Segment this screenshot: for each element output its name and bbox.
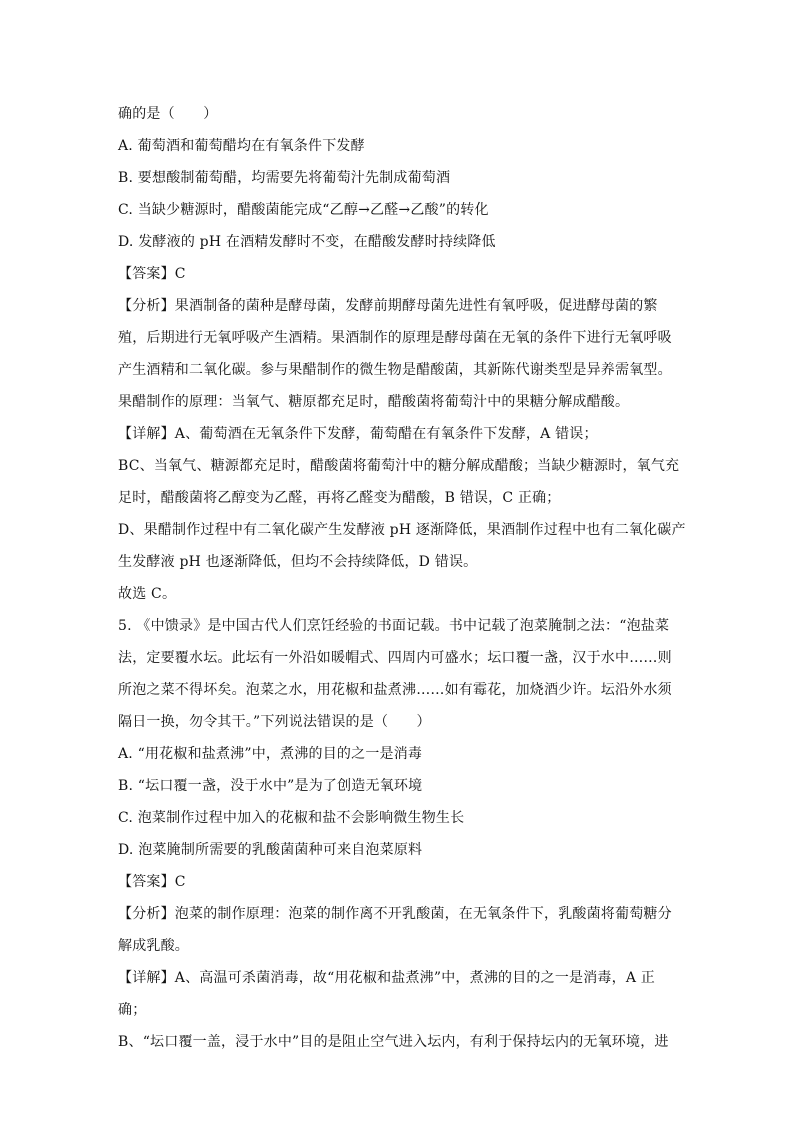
q5-detail-line-2: 确； [118,1002,147,1018]
q5-stem-line-4: 隔日一换，勿令其干。”下列说法错误的是（ ） [118,714,431,730]
q4-option-b: B. 要想酸制葡萄醋，均需要先将葡萄汁先制成葡萄酒 [118,170,451,186]
q4-detail-line-4: D、果醋制作过程中有二氧化碳产生发酵液 pH 逐渐降低，果酒制作过程中也有二氧化碳产 [118,522,686,538]
q4-option-a: A. 葡萄酒和葡萄醋均在有氧条件下发酵 [118,138,365,154]
q4-stem-tail: 确的是（ ） [118,106,218,122]
document-content [118,98,686,1058]
q5-analysis-line-2: 解成乳酸。 [118,938,189,954]
q4-analysis-line-3: 产生酒精和二氧化碳。参与果醋制作的微生物是醋酸菌，其新陈代谢类型是异养需氧型。 [118,362,672,378]
q4-detail-line-2: BC、当氧气、糖源都充足时，醋酸菌将葡萄汁中的糖分解成醋酸；当缺少糖源时，氧气充 [118,458,680,474]
q4-option-c: C. 当缺少糖源时，醋酸菌能完成“乙醇→乙醛→乙酸”的转化 [118,202,489,218]
q4-detail-line-5: 生发酵液 pH 也逐渐降低，但均不会持续降低，D 错误。 [118,554,478,570]
q4-analysis-line-2: 殖，后期进行无氧呼吸产生酒精。果酒制作的原理是酵母菌在无氧的条件下进行无氧呼吸 [118,330,672,346]
q5-stem-line-3: 所泡之菜不得坏矣。泡菜之水，用花椒和盐煮沸……如有霉花，加烧酒少许。坛沿外水须 [118,682,672,698]
q5-option-c: C. 泡菜制作过程中加入的花椒和盐不会影响微生物生长 [118,810,465,826]
question-5 [118,610,672,1058]
q4-detail-line-3: 足时，醋酸菌将乙醇变为乙醛，再将乙醛变为醋酸，B 错误，C 正确； [118,490,561,506]
q4-option-d: D. 发酵液的 pH 在酒精发酵时不变，在醋酸发酵时持续降低 [118,234,496,250]
q5-detail-line-1: 【详解】A、高温可杀菌消毒，故“用花椒和盐煮沸”中，煮沸的目的之一是消毒，A 正 [118,970,655,986]
q4-detail-line-1: 【详解】A、葡萄酒在无氧条件下发酵，葡萄醋在有氧条件下发酵，A 错误； [118,426,598,442]
q5-option-d: D. 泡菜腌制所需要的乳酸菌菌种可来自泡菜原料 [118,842,423,858]
question-4 [118,98,686,610]
q5-answer: 【答案】C [118,874,186,890]
q4-analysis-line-1: 【分析】果酒制备的菌种是酵母菌，发酵前期酵母菌先进性有氧呼吸，促进酵母菌的繁 [118,298,658,314]
q4-analysis-line-4: 果醋制作的原理：当氧气、糖原都充足时，醋酸菌将葡萄汁中的果糖分解成醋酸。 [118,394,630,410]
q5-option-b: B. “坛口覆一盏，没于水中”是为了创造无氧环境 [118,778,423,794]
q5-detail-line-3: B、“坛口覆一盖，浸于水中”目的是阻止空气进入坛内，有利于保持坛内的无氧环境，进 [118,1034,669,1050]
q5-option-a: A. “用花椒和盐煮沸”中，煮沸的目的之一是消毒 [118,746,423,762]
q5-stem-line-2: 法，定要覆水坛。此坛有一外沿如暖帽式、四周内可盛水；坛口覆一盏，汉于水中……则 [118,650,672,666]
q4-answer: 【答案】C [118,266,186,282]
q5-analysis-line-1: 【分析】泡菜的制作原理：泡菜的制作离不开乳酸菌，在无氧条件下，乳酸菌将葡萄糖分 [118,906,672,922]
q4-conclusion: 故选 C。 [118,586,177,602]
q5-stem-line-1: 5. 《中馈录》是中国古代人们烹饪经验的书面记载。书中记载了泡菜腌制之法：“泡盐菜 [118,618,670,634]
